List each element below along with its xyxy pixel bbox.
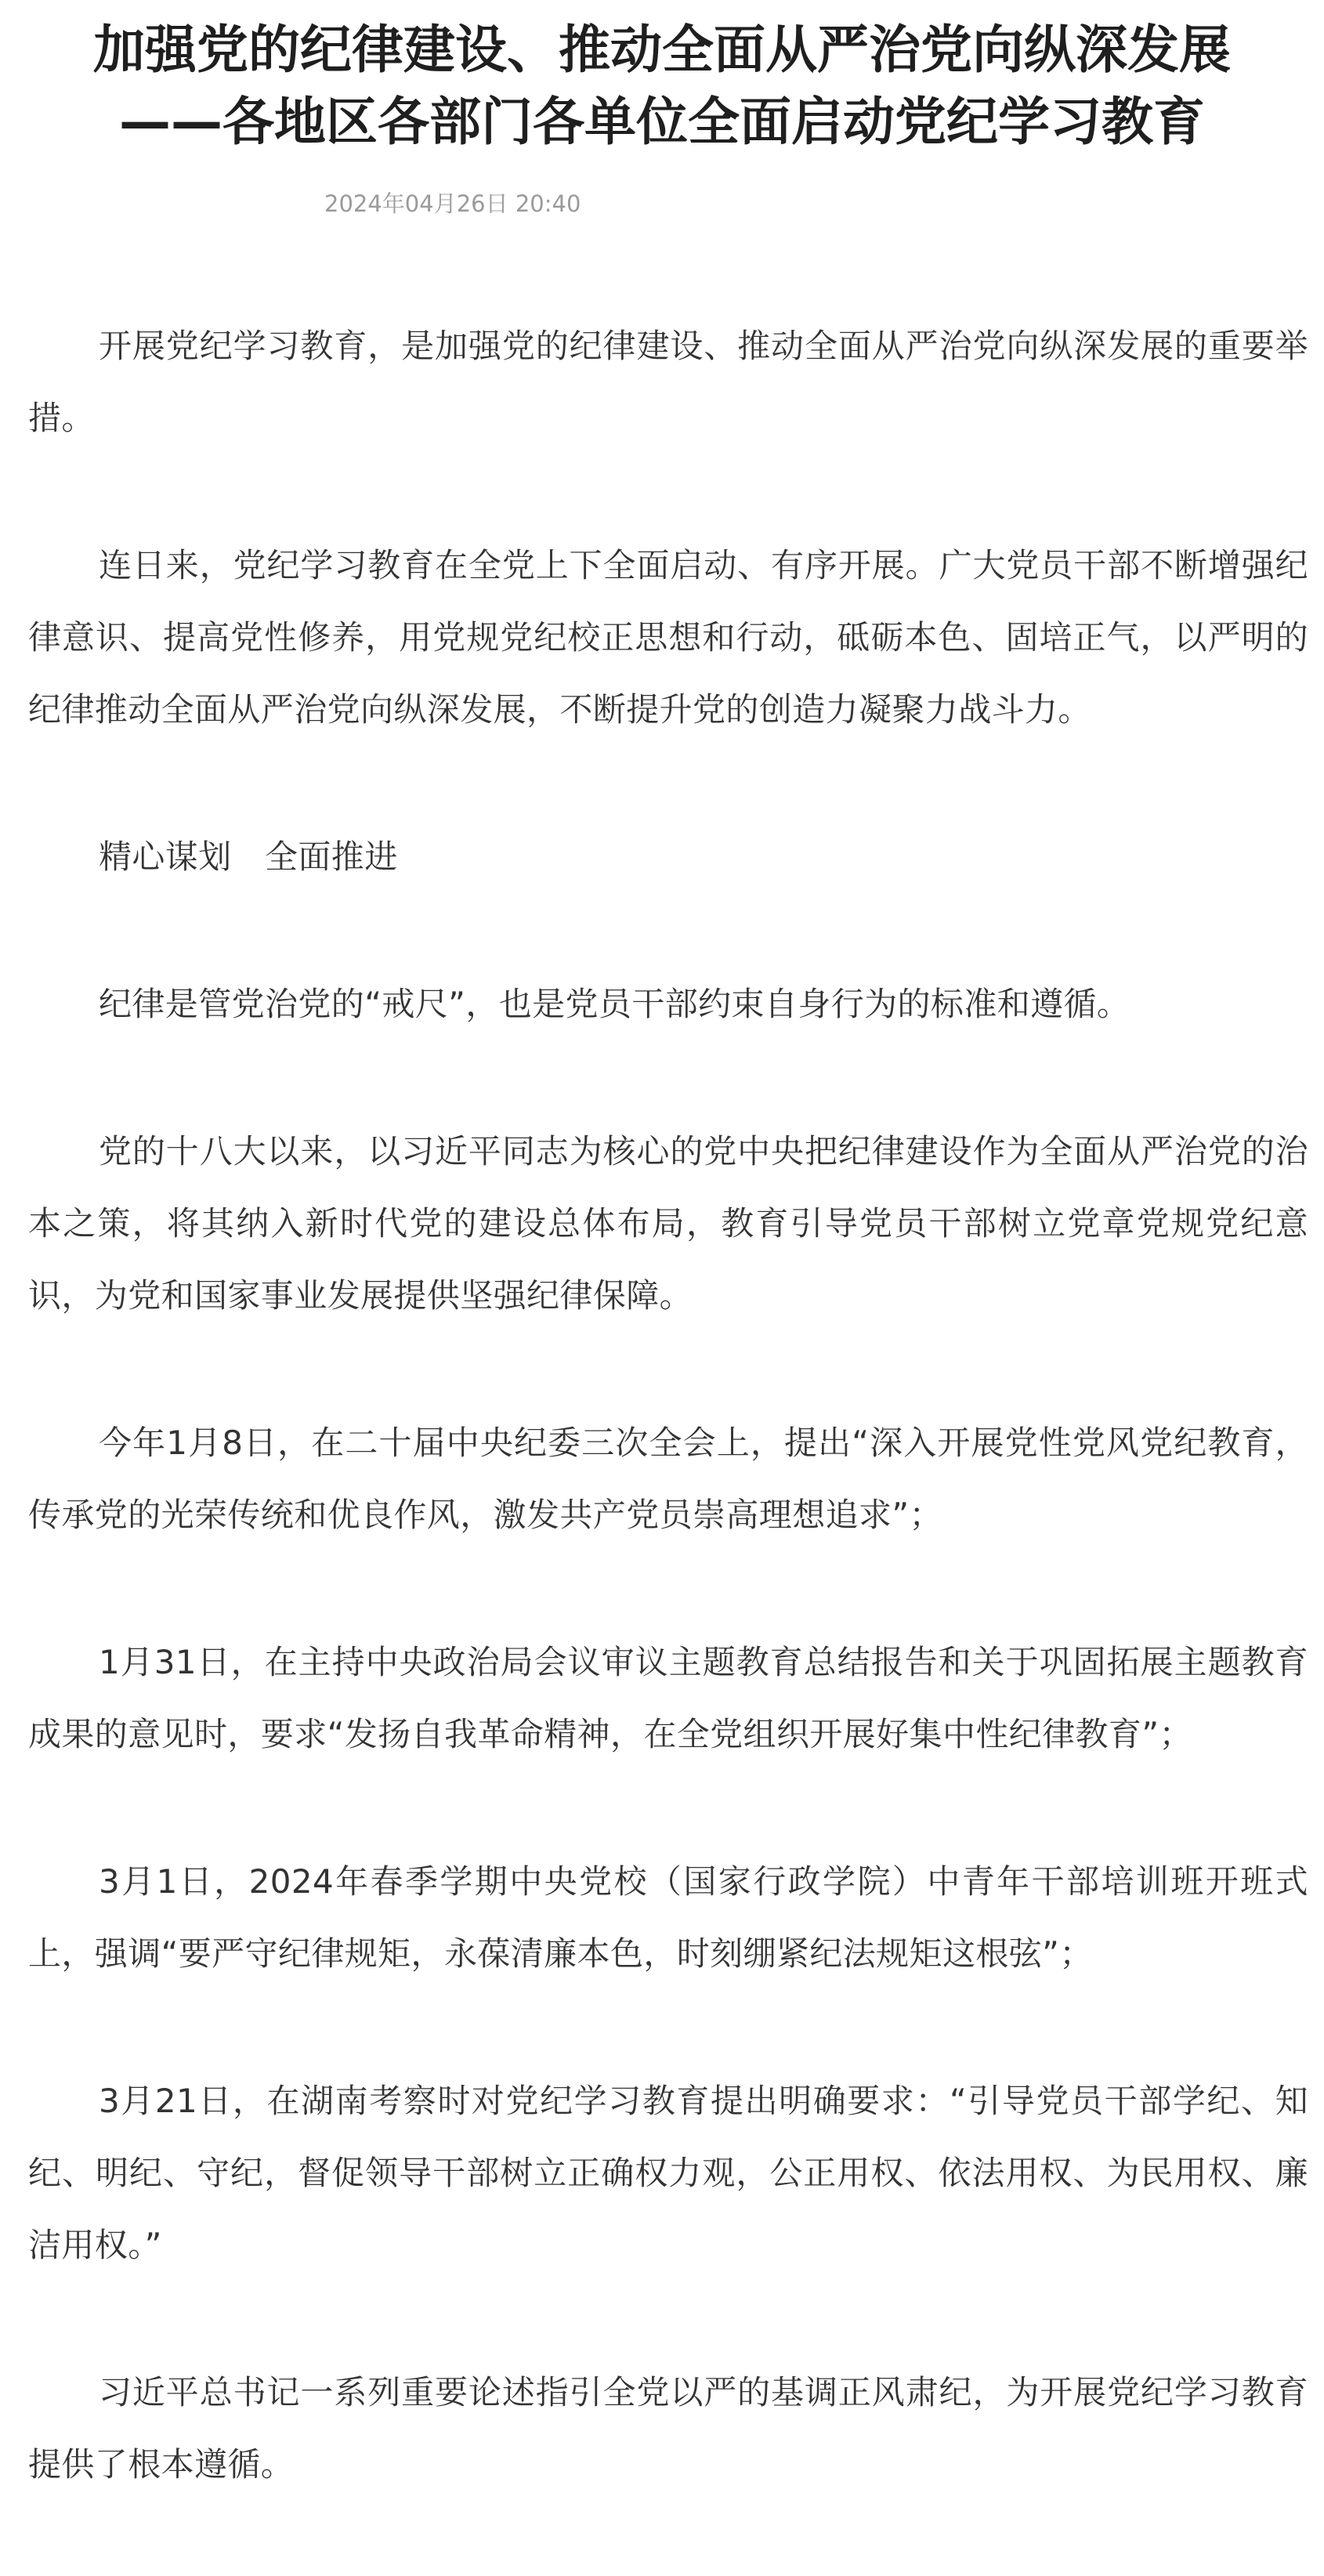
paragraph: 党的十八大以来，以习近平同志为核心的党中央把纪律建设作为全面从严治党的治本之策，将其纳入新时代党的建设总体布局，教育引导党员干部树立党章党规党纪意识，为党和国家事业发展提供坚强纪律保障。 — [28, 1132, 1308, 1315]
paragraph: 习近平总书记一系列重要论述指引全党以严的基调正风肃纪，为开展党纪学习教育提供了根本遵循。 — [28, 2373, 1308, 2484]
paragraph: 3月1日，2024年春季学期中央党校（国家行政学院）中青年干部培训班开班式上，强调“要严守纪律规矩，永葆清廉本色，时刻绷紧纪法规矩这根弦”； — [28, 1862, 1308, 1973]
article-title-line-1: 加强党的纪律建设、推动全面从严治党向纵深发展 — [93, 20, 1231, 80]
article-title-line-2: ——各地区各部门各单位全面启动党纪学习教育 — [119, 92, 1205, 152]
paragraph: 1月31日，在主持中央政治局会议审议主题教育总结报告和关于巩固拓展主题教育成果的意见时，要求“发扬自我革命精神，在全党组织开展好集中性纪律教育”； — [28, 1643, 1308, 1753]
paragraph: 纪律是管党治党的“戒尺”，也是党员干部约束自身行为的标准和遵循。 — [99, 985, 1130, 1023]
article-body — [28, 310, 1308, 2576]
paragraph: 3月21日，在湖南考察时对党纪学习教育提出明确要求：“引导党员干部学纪、知纪、明纪、守纪，督促领导干部树立正确权力观，公正用权、依法用权、为民用权、廉洁用权。” — [28, 2082, 1308, 2264]
section-heading: 精心谋划 全面推进 — [99, 838, 398, 876]
paragraph: 开展党纪学习教育，是加强党的纪律建设、推动全面从严治党向纵深发展的重要举措。 — [28, 327, 1308, 437]
paragraph: 今年1月8日，在二十届中央纪委三次全会上，提出“深入开展党性党风党纪教育，传承党的光荣传统和优良作风，激发共产党员崇高理想追求”； — [28, 1424, 1308, 1534]
publish-date: 2024年04月26日 20:40 — [324, 190, 581, 217]
paragraph: 连日来，党纪学习教育在全党上下全面启动、有序开展。广大党员干部不断增强纪律意识、提高党性修养，用党规党纪校正思想和行动，砥砺本色、固培正气，以严明的纪律推动全面从严治党向纵深发展，不断提升党的创造力凝聚力战斗力。 — [28, 546, 1308, 729]
article-title — [0, 14, 1324, 158]
